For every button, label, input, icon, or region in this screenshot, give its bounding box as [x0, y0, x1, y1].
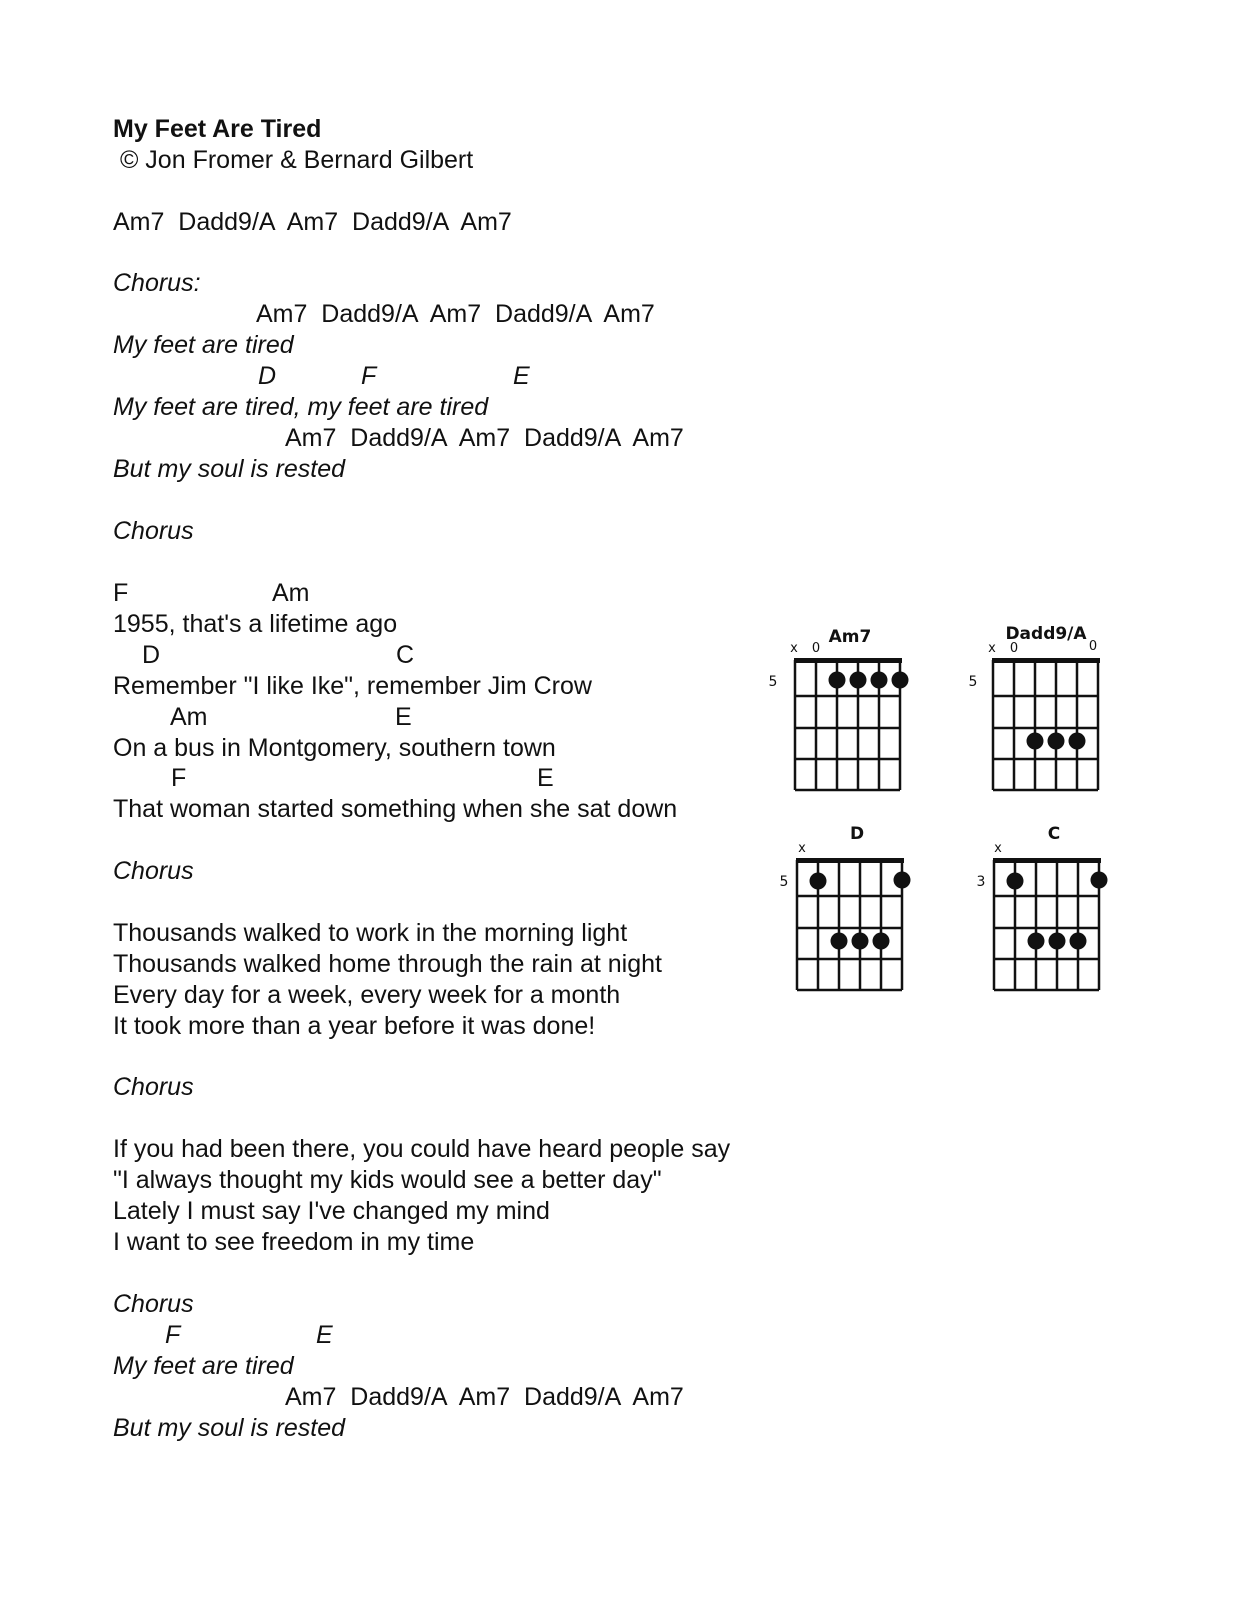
finger-dots [1027, 733, 1086, 750]
muted-string-marker: x [790, 641, 798, 656]
nut-bar [992, 658, 1100, 663]
lyric-line: Every day for a week, every week for a month [113, 981, 621, 1009]
finger-dot [1048, 733, 1065, 750]
finger-dot [1027, 733, 1044, 750]
lyric-line: If you had been there, you could have heard people say [113, 1135, 731, 1163]
song-title: My Feet Are Tired [113, 115, 322, 143]
chord-label: D [258, 362, 277, 390]
chord-line: Am7 Dadd9/A Am7 Dadd9/A Am7 [285, 1383, 684, 1411]
muted-string-marker: x [988, 641, 996, 656]
chord-label: E [395, 703, 412, 731]
muted-string-marker: x [994, 841, 1002, 856]
finger-dots [829, 672, 909, 689]
lyric-line: My feet are tired, my feet are tired [113, 393, 489, 421]
finger-dot [1070, 933, 1087, 950]
lyric-line: Thousands walked home through the rain at night [113, 950, 662, 978]
finger-dot [810, 873, 827, 890]
chord-label: E [316, 1321, 333, 1349]
finger-dot [1049, 933, 1066, 950]
finger-dot [1091, 872, 1108, 889]
nut-bar [794, 658, 902, 663]
lyric-line: 1955, that's a lifetime ago [113, 610, 398, 638]
finger-dot [892, 672, 909, 689]
chorus-heading: Chorus: [113, 269, 201, 297]
chord-diagram-title: C [1047, 824, 1061, 844]
open-string-marker: 0 [1009, 641, 1019, 656]
lyric-line: "I always thought my kids would see a better day" [113, 1166, 662, 1194]
lyric-line: I want to see freedom in my time [113, 1228, 475, 1256]
lyric-line: It took more than a year before it was done! [113, 1012, 596, 1040]
finger-dot [852, 933, 869, 950]
chord-label: Am [272, 579, 310, 607]
chord-diagram-c [960, 820, 1120, 1000]
lyric-line: My feet are tired [113, 1352, 294, 1380]
muted-string-marker: x [798, 841, 806, 856]
chorus-reference: Chorus [113, 517, 194, 545]
chord-label: Am [170, 703, 208, 731]
open-string-marker: 0 [811, 641, 821, 656]
chord-diagram-title: Am7 [828, 627, 872, 647]
song-credit: © Jon Fromer & Bernard Gilbert [113, 146, 474, 174]
chord-diagram-am7 [760, 620, 920, 800]
lyric-line: My feet are tired [113, 331, 294, 359]
chorus-reference: Chorus [113, 857, 194, 885]
lyric-line: But my soul is rested [113, 455, 346, 483]
lyric-line: On a bus in Montgomery, southern town [113, 734, 556, 762]
chorus-heading: Chorus [113, 1290, 194, 1318]
finger-dot [1007, 873, 1024, 890]
chord-label: F [113, 579, 129, 607]
finger-dot [894, 872, 911, 889]
fretboard-grid [993, 660, 1098, 790]
fret-number: 5 [968, 674, 978, 690]
chord-diagram-d [762, 820, 922, 1000]
chord-label: D [142, 641, 161, 669]
finger-dot [831, 933, 848, 950]
finger-dot [850, 672, 867, 689]
lyric-line: Thousands walked to work in the morning light [113, 919, 628, 947]
chorus-reference: Chorus [113, 1073, 194, 1101]
chord-diagram-title: D [849, 824, 865, 844]
chord-label: C [396, 641, 415, 669]
lyric-line: But my soul is rested [113, 1414, 346, 1442]
open-string-marker: 0 [1088, 639, 1098, 654]
chord-diagram-dadd9-a [960, 620, 1120, 800]
chord-label: E [513, 362, 530, 390]
finger-dot [829, 672, 846, 689]
chord-label: E [537, 764, 554, 792]
lyric-line: Lately I must say I've changed my mind [113, 1197, 550, 1225]
nut-bar [993, 858, 1101, 863]
chord-label: F [171, 764, 187, 792]
finger-dot [1069, 733, 1086, 750]
finger-dot [871, 672, 888, 689]
chord-label: F [361, 362, 377, 390]
fret-number: 3 [976, 874, 986, 890]
finger-dot [1028, 933, 1045, 950]
lyric-line: That woman started something when she sat down [113, 795, 678, 823]
lyric-line: Remember "I like Ike", remember Jim Crow [113, 672, 592, 700]
fret-number: 5 [779, 874, 789, 890]
chord-line: Am7 Dadd9/A Am7 Dadd9/A Am7 [256, 300, 655, 328]
chord-diagram-title: Dadd9/A [1005, 624, 1087, 644]
chord-line: Am7 Dadd9/A Am7 Dadd9/A Am7 [285, 424, 684, 452]
fret-number: 5 [768, 674, 778, 690]
finger-dot [873, 933, 890, 950]
nut-bar [796, 858, 904, 863]
intro-chords: Am7 Dadd9/A Am7 Dadd9/A Am7 [113, 208, 512, 236]
chord-label: F [165, 1321, 181, 1349]
